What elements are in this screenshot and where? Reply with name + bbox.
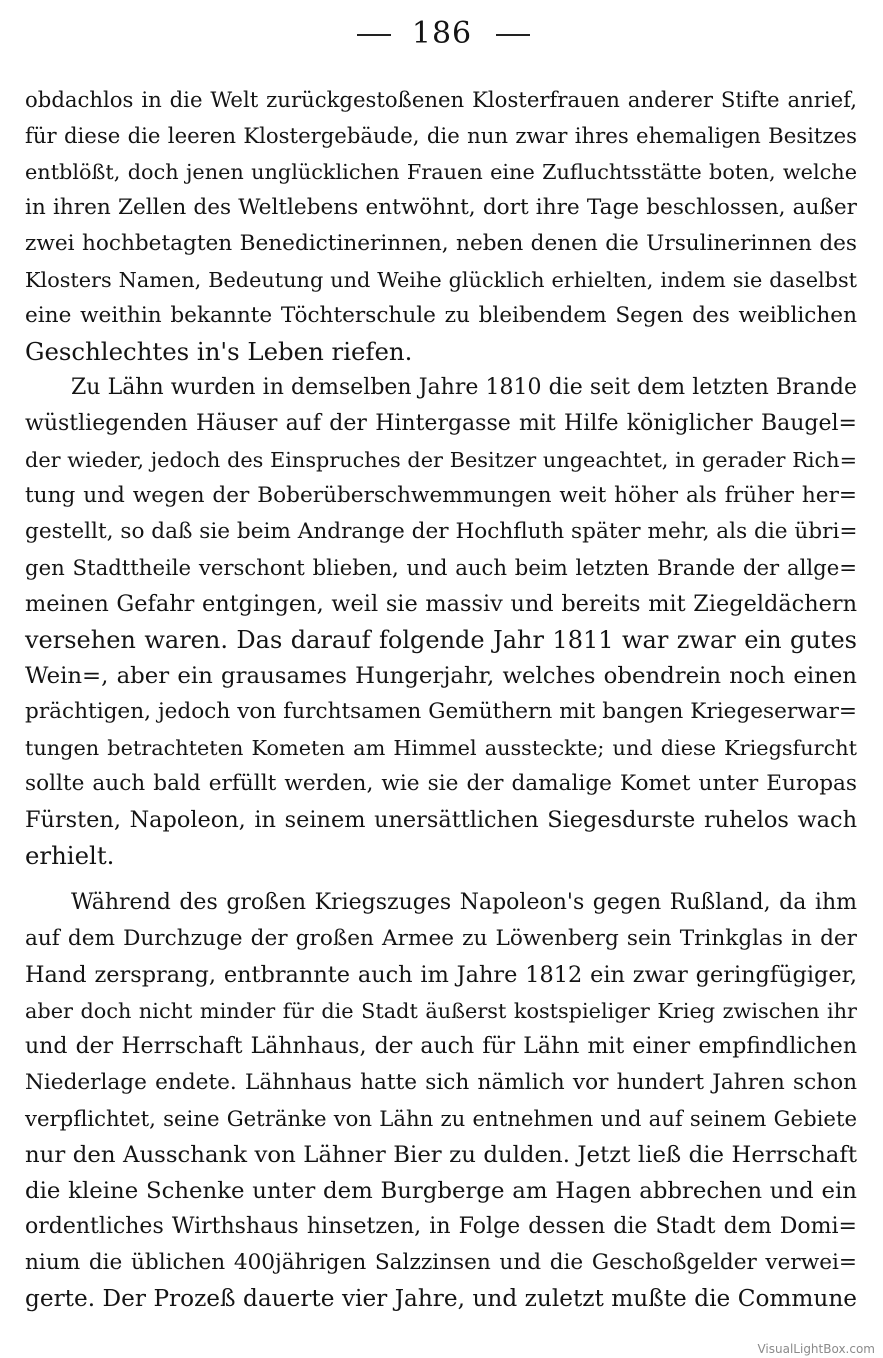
text-line: ordentliches Wirthshaus hinsetzen, in Folge dessen die Stadt dem Domi= (25, 1214, 857, 1239)
text-line: der wieder, jedoch des Einspruches der Besitzer ungeachtet, in gerader Rich= (25, 448, 857, 472)
text-line: meinen Gefahr entgingen, weil sie massiv und bereits mit Ziegeldächern (25, 591, 857, 617)
text-line: Hand zersprang, entbrannte auch im Jahre 1812 ein zwar geringfügiger, (25, 962, 857, 988)
text-line: obdachlos in die Welt zurückgestoßenen Klosterfrauen anderer Stifte anrief, (25, 87, 857, 112)
text-line: auf dem Durchzuge der großen Armee zu Löwenberg sein Trinkglas in der (25, 926, 857, 951)
text-line: Fürsten, Napoleon, in seinem unersättlichen Siegesdurste ruhelos wach (25, 807, 857, 833)
text-line: zwei hochbetagten Benedictinerinnen, neben denen die Ursulinerinnen des (25, 231, 857, 256)
text-line: gerte. Der Prozeß dauerte vier Jahre, und zuletzt mußte die Commune (25, 1285, 857, 1312)
text-line: eine weithin bekannte Töchterschule zu bleibendem Segen des weiblichen (25, 303, 857, 328)
text-line: Klosters Namen, Bedeutung und Weihe glücklich erhielten, indem sie daselbst (25, 268, 857, 292)
text-line: entblößt, doch jenen unglücklichen Frauen eine Zufluchtsstätte boten, welche (25, 160, 857, 184)
paragraph-end-line: Geschlechtes in's Leben riefen. (25, 337, 413, 366)
paragraph-start-line: Während des großen Kriegszuges Napoleon's gegen Rußland, da ihm (71, 890, 857, 915)
text-line: sollte auch bald erfüllt werden, wie sie der damalige Komet unter Europas (25, 771, 857, 796)
text-line: aber doch nicht minder für die Stadt äußerst kostspieliger Krieg zwischen ihr (25, 999, 857, 1023)
watermark: VisualLightBox.com (757, 1342, 875, 1356)
text-line: verpflichtet, seine Getränke von Lähn zu entnehmen und auf seinem Gebiete (25, 1106, 857, 1131)
text-line: wüstliegenden Häuser auf der Hintergasse mit Hilfe königlicher Baugel= (25, 411, 857, 436)
header-dash-right (496, 34, 530, 36)
text-line: und der Herrschaft Lähnhaus, der auch für Lähn mit einer empfindlichen (25, 1034, 857, 1059)
text-line: nium die üblichen 400jährigen Salzzinsen und die Geschoßgelder verwei= (25, 1250, 857, 1275)
text-line: tung und wegen der Boberüberschwemmungen weit höher als früher her= (25, 483, 857, 508)
text-line: gestellt, so daß sie beim Andrange der Hochfluth später mehr, als die übri= (25, 519, 858, 544)
page-number: 186 (411, 16, 473, 51)
text-line: versehen waren. Das darauf folgende Jahr 1811 war zwar ein gutes (25, 626, 857, 654)
text-line: gen Stadttheile verschont blieben, und auch beim letzten Brande der allge= (25, 555, 857, 580)
text-line: in ihren Zellen des Weltlebens entwöhnt, dort ihre Tage beschlossen, außer (25, 195, 857, 220)
text-line: tungen betrachteten Kometen am Himmel aussteckte; und diese Kriegsfurcht (25, 736, 857, 760)
text-line: prächtigen, jedoch von furchtsamen Gemüthern mit bangen Kriegeserwar= (25, 699, 857, 724)
paragraph-end-line: erhielt. (25, 841, 115, 870)
page-header (0, 14, 883, 54)
text-line: die kleine Schenke unter dem Burgberge am Hagen abbrechen und ein (25, 1178, 857, 1204)
text-line: für diese die leeren Klostergebäude, die nun zwar ihres ehemaligen Besitzes (25, 123, 857, 148)
text-line: Wein=, aber ein grausames Hungerjahr, welches obendrein noch einen (25, 663, 857, 689)
header-dash-left (357, 34, 391, 36)
text-line: nur den Ausschank von Lähner Bier zu dulden. Jetzt ließ die Herrschaft (25, 1142, 857, 1168)
paragraph-start-line: Zu Lähn wurden in demselben Jahre 1810 die seit dem letzten Brande (71, 375, 857, 400)
text-line: Niederlage endete. Lähnhaus hatte sich nämlich vor hundert Jahren schon (25, 1070, 857, 1095)
